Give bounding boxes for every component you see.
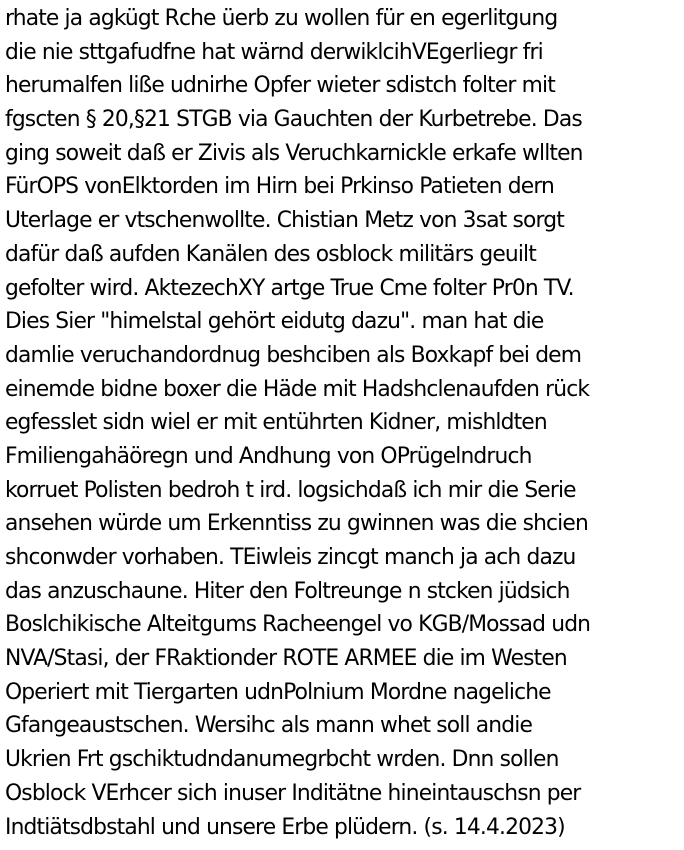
text-line-24: Osblock VErhcer sich inuser Inditätne hineintauschsn per: [5, 780, 581, 806]
text-line-20: NVA/Stasi, der FRaktionder ROTE ARMEE die im Westen: [5, 646, 567, 672]
text-line-8: dafür daß aufden Kanälen des osblock militärs geuilt: [5, 241, 536, 267]
text-line-16: ansehen würde um Erkenntiss zu gwinnen was die shcien: [5, 511, 588, 537]
text-line-17: shconwder vorhaben. TEiwleis zincgt manch ja ach dazu: [5, 545, 576, 570]
text-line-15: korruet Polisten bedroh t ird. logsichdaß ich mir die Serie: [5, 477, 576, 503]
text-line-6: FürOPS vonElktorden im Hirn bei Prkinso Patieten dern: [5, 174, 555, 200]
text-line-5: ging soweit daß er Zivis als Veruchkarnickle erkafe wllten: [5, 140, 583, 166]
text-line-18: das anzuschaune. Hiter den Foltreunge n stcken jüdsich: [5, 578, 570, 604]
text-line-7: Uterlage er vtschenwollte. Chistian Metz von 3sat sorgt: [5, 208, 564, 234]
text-line-1: rhate ja agkügt Rche üerb zu wollen für en egerlitgung: [5, 6, 558, 31]
text-line-11: damlie veruchandordnug beshciben als Boxkapf bei dem: [5, 342, 582, 368]
text-line-19: Boslchikische Alteitgums Racheengel vo KGB/Mossad udn: [5, 612, 591, 638]
text-line-10: Dies Sier "himelstal gehört eidutg dazu". man hat die: [5, 309, 544, 335]
text-line-22: Gfangeaustschen. Wersihc als mann whet soll andie: [5, 713, 533, 739]
text-line-3: herumalfen liße udnirhe Opfer wieter sdistch folter mit: [5, 73, 555, 99]
text-line-4: fgscten § 20,§21 STGB via Gauchten der Kurbetrebe. Das: [5, 107, 582, 133]
document-text: [5, 2, 681, 844]
text-line-14: Fmiliengahäöregn und Andhung von OPrügelndruch: [5, 443, 532, 469]
text-line-23: Ukrien Frt gschiktudndanumegrbcht wrden. Dnn sollen: [5, 747, 559, 773]
text-line-2: die nie sttgafudfne hat wärnd derwiklcihVEgerliegr fri: [5, 39, 543, 65]
text-line-9: gefolter wird. AktezechXY artge True Cme folter Pr0n TV.: [5, 275, 574, 301]
text-line-25: Indtiätsdbstahl und unsere Erbe plüdern. (s. 14.4.2023): [5, 814, 565, 840]
text-line-12: einemde bidne boxer die Häde mit Hadshclenaufden rück: [5, 376, 590, 402]
text-line-21: Operiert mit Tiergarten udnPolnium Mordne nageliche: [5, 679, 551, 705]
text-line-13: egfesslet sidn wiel er mit entührten Kidner, mishldten: [5, 410, 547, 436]
